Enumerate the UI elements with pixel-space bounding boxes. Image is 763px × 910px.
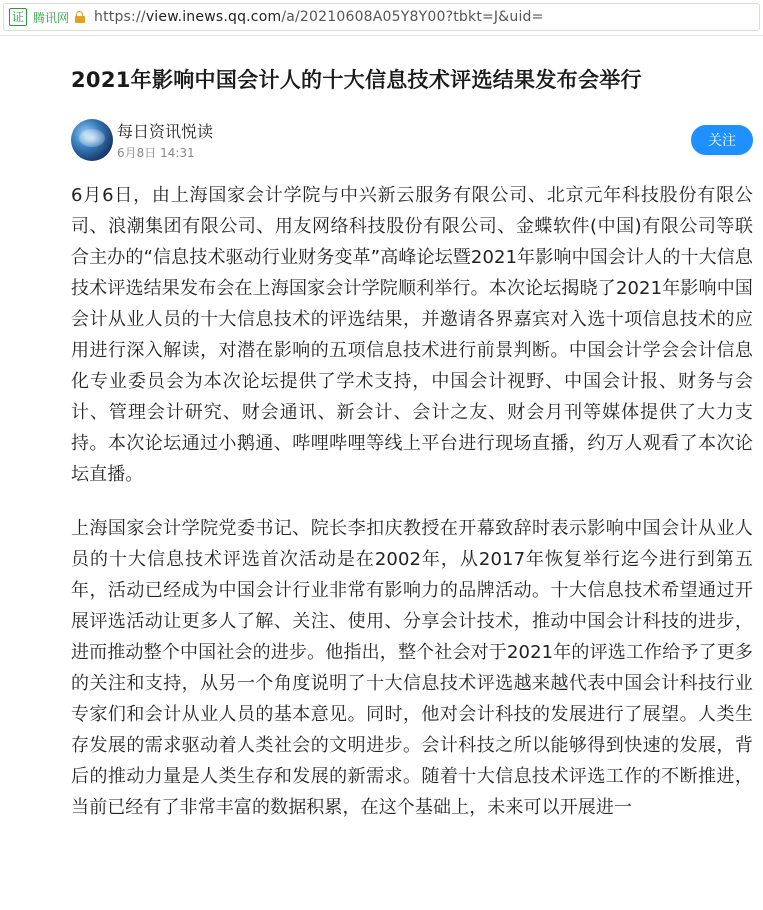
url-box[interactable] xyxy=(3,3,760,31)
author-row xyxy=(71,119,753,163)
post-time: 6月8日 14:31 xyxy=(117,146,195,160)
url-path: /a/20210608A05Y8Y00?tbkt=J&uid= xyxy=(281,9,544,25)
article-body xyxy=(71,180,753,846)
paragraph: 6月6日，由上海国家会计学院与中兴新云服务有限公司、北京元年科技股份有限公司、浪潮集团有限公司、用友网络科技股份有限公司、金蝶软件(中国)有限公司等联合主办的“信息技术驱动行业财务变革”高峰论坛暨2021年影响中国会计人的十大信息技术评选结果发布会在上海国家会计学院顺利举行。本次论坛揭晓了2021年影响中国会计从业人员的十大信息技术的评选结果，并邀请各界嘉宾对入选十项信息技术的应用进行深入解读，对潜在影响的五项信息技术进行前景判断。中国会计学会会计信息化专业委员会为本次论坛提供了学术支持，中国会计视野、中国会计报、财务与会计、管理会计研究、财会通讯、新会计、会计之友、财会月刊等媒体提供了大力支持。本次论坛通过小鹅通、哔哩哔哩等线上平台进行现场直播，约万人观看了本次论坛直播。 xyxy=(71,185,753,485)
article-title: 2021年影响中国会计人的十大信息技术评选结果发布会举行 xyxy=(71,68,642,92)
url-scheme: https:// xyxy=(94,9,146,25)
lock-icon[interactable] xyxy=(74,11,86,23)
url-text[interactable] xyxy=(94,9,544,25)
paragraph: 上海国家会计学院党委书记、院长李扣庆教授在开幕致辞时表示影响中国会计从业人员的十大信息技术评选首次活动是在2002年，从2017年恢复举行迄今进行到第五年，活动已经成为中国会计行业非常有影响力的品牌活动。十大信息技术希望通过开展评选活动让更多人了解、关注、使用、分享会计技术，推动中国会计科技的进步，进而推动整个中国社会的进步。他指出，整个社会对于2021年的评选工作给予了更多的关注和支持，从另一个角度说明了十大信息技术评选越来越代表中国会计科技行业专家们和会计从业人员的基本意见。同时，他对会计科技的发展进行了展望。人类生存发展的需求驱动着人类社会的文明进步。会计科技之所以能够得到快速的发展，背后的推动力量是人类生存和发展的新需求。随着十大信息技术评选工作的不断推进，当前已经有了非常丰富的数据积累，在这个基础上，未来可以开展进一 xyxy=(71,518,753,818)
browser-address-bar[interactable] xyxy=(0,0,763,36)
follow-button[interactable]: 关注 xyxy=(691,125,753,155)
site-name: 腾讯网 xyxy=(33,10,70,25)
url-host: view.inews.qq.com xyxy=(145,9,282,25)
certificate-icon[interactable]: 证 xyxy=(9,8,27,26)
author-name[interactable]: 每日资讯悦读 xyxy=(117,122,214,141)
avatar[interactable] xyxy=(71,119,113,161)
